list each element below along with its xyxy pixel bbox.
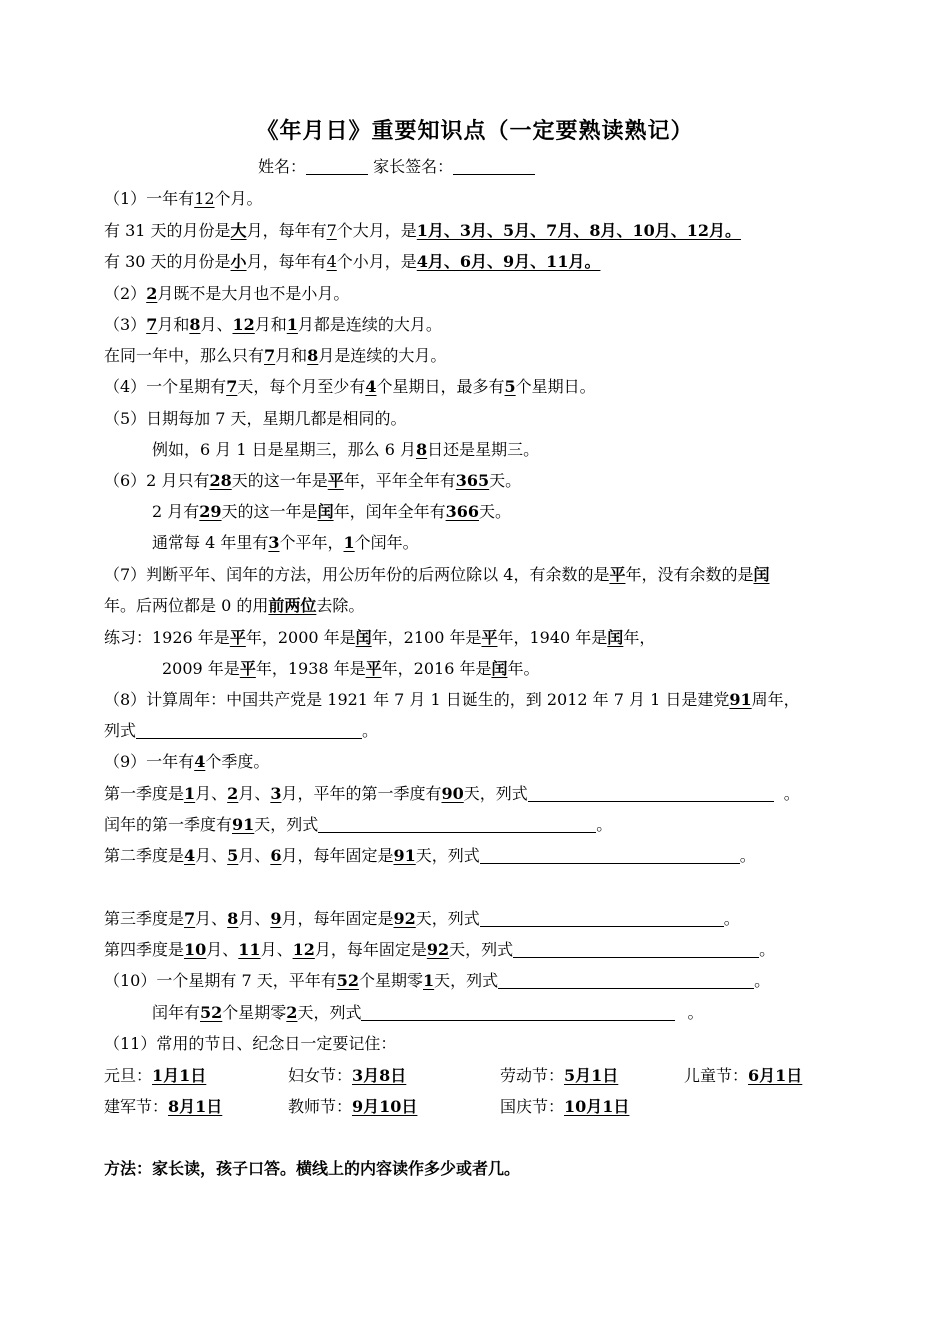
quarter-1: 第一季度是1月、2月、3月，平年的第一季度有90天，列式 。	[104, 784, 800, 803]
parent-signature-label: 家长签名：	[373, 157, 454, 176]
holiday-labor-day: 劳动节：5月1日	[500, 1066, 619, 1085]
quarter-3: 第三季度是7月、8月、9月，每年固定是92天，列式 。	[104, 909, 740, 928]
method-note: 方法：家长读，孩子口答。横线上的内容读作多少或者几。	[104, 1159, 521, 1178]
quarter-1-leap: 闰年的第一季度有91天，列式 。	[104, 815, 613, 834]
holiday-womens-day: 妇女节：3月8日	[288, 1066, 407, 1085]
holiday-national-day: 国庆节：10月1日	[500, 1097, 630, 1116]
exercise-line-2: 2009 年是平年，1938 年是平年，2016 年是闰年。	[162, 659, 540, 678]
parent-signature-blank[interactable]	[453, 158, 535, 175]
point-6-leap: 2 月有29天的这一年是闰年，闰年全年有366天。	[152, 502, 512, 521]
point-7: （7）判断平年、闰年的方法，用公历年份的后两位除以 4，有余数的是平年，没有余数的是闰	[104, 565, 770, 584]
exercise-line-1: 练习：1926 年是平年，2000 年是闰年，2100 年是平年，1940 年是闰年，	[104, 628, 656, 647]
point-3-note: 在同一年中，那么只有7月和8月是连续的大月。	[104, 346, 447, 365]
point-2: （2）2月既不是大月也不是小月。	[104, 284, 350, 303]
point-11: （11）常用的节日、纪念日一定要记住：	[104, 1034, 397, 1053]
formula-blank[interactable]	[480, 847, 740, 864]
point-5-example: 例如，6 月 1 日是星期三，那么 6 月8日还是星期三。	[152, 440, 540, 459]
big-month-line: 有 31 天的月份是大月，每年有7个大月，是1月、3月、5月、7月、8月、10月、12月。	[104, 221, 741, 240]
point-6: （6）2 月只有28天的这一年是平年，平年全年有365天。	[104, 471, 522, 490]
formula-blank[interactable]	[513, 941, 759, 958]
formula-blank[interactable]	[528, 785, 774, 802]
point-3: （3）7月和8月、12月和1月都是连续的大月。	[104, 315, 442, 334]
months-count: 12	[194, 189, 215, 208]
point-6-cycle: 通常每 4 年里有3个平年，1个闰年。	[152, 533, 419, 552]
formula-blank[interactable]	[136, 722, 362, 739]
name-blank[interactable]	[306, 158, 368, 175]
quarter-2: 第二季度是4月、5月、6月，每年固定是91天，列式 。	[104, 846, 756, 865]
formula-blank[interactable]	[361, 1004, 675, 1021]
formula-blank[interactable]	[318, 816, 596, 833]
point-8: （8）计算周年：中国共产党是 1921 年 7 月 1 日诞生的，到 2012 年 7 月 1 日是建党91周年，	[104, 690, 800, 709]
big-month-list: 1月、3月、5月、7月、8月、10月、12月。	[416, 221, 741, 240]
point-1: （1）一年有12个月。	[104, 189, 263, 208]
formula-blank[interactable]	[480, 910, 724, 927]
name-label: 姓名：	[258, 157, 307, 176]
point-8-formula: 列式 。	[104, 721, 379, 740]
point-7-cont: 年。后两位都是 0 的用前两位去除。	[104, 596, 365, 615]
formula-blank[interactable]	[498, 972, 754, 989]
holiday-army-day: 建军节：8月1日	[104, 1097, 223, 1116]
point-10-leap: 闰年有52个星期零2天，列式 。	[152, 1003, 704, 1022]
point-10: （10）一个星期有 7 天，平年有52个星期零1天，列式 。	[104, 971, 771, 990]
small-month-line: 有 30 天的月份是小月，每年有4个小月，是4月、6月、9月、11月。	[104, 252, 601, 271]
document-title: 《年月日》重要知识点（一定要熟读熟记）	[256, 118, 694, 144]
small-month-list: 4月、6月、9月、11月。	[416, 252, 601, 271]
holiday-childrens-day: 儿童节：6月1日	[684, 1066, 803, 1085]
quarter-4: 第四季度是10月、11月、12月，每年固定是92天，列式 。	[104, 940, 776, 959]
point-5: （5）日期每加 7 天，星期几都是相同的。	[104, 409, 407, 428]
point-9: （9）一年有4个季度。	[104, 752, 270, 771]
holiday-new-year: 元旦：1月1日	[104, 1066, 207, 1085]
signature-line	[258, 156, 535, 178]
holiday-teachers-day: 教师节：9月10日	[288, 1097, 418, 1116]
point-4: （4）一个星期有7天，每个月至少有4个星期日，最多有5个星期日。	[104, 377, 596, 396]
